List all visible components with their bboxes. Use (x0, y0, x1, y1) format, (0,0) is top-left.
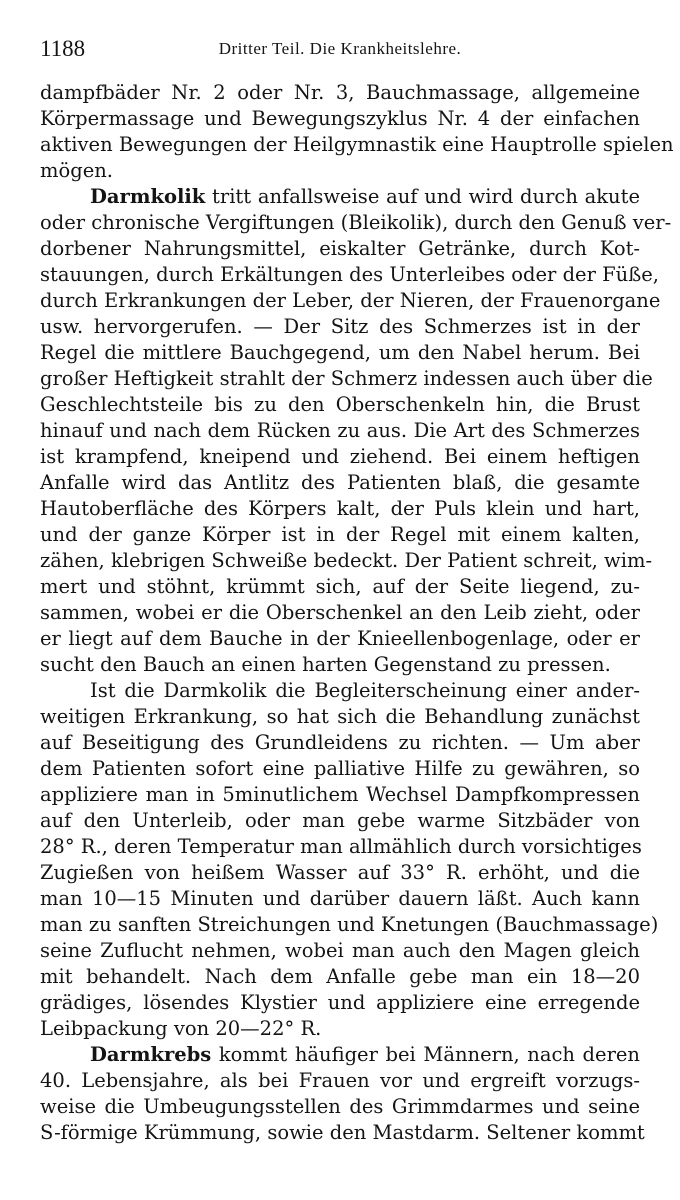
text-line: Hautoberfläche des Körpers kalt, der Puls klein und hart, (40, 497, 640, 520)
text-line: oder chronische Vergiftungen (Bleikolik), durch den Genuß ver- (40, 211, 672, 234)
text-line: grädiges, lösendes Klystier und appliziere eine erregende (40, 991, 640, 1014)
text-line: dem Patienten sofort eine palliative Hilfe zu gewähren, so (40, 757, 640, 780)
text-line: mit behandelt. Nach dem Anfalle gebe man ein 18—20 (40, 965, 640, 988)
text-line: hinauf und nach dem Rücken zu aus. Die Art des Schmerzes (40, 419, 640, 442)
text-line: Darmkrebs kommt häufiger bei Männern, nach deren (90, 1043, 640, 1066)
running-title: Dritter Teil. Die Krankheitslehre. (218, 39, 462, 58)
text-line: 28° R., deren Temperatur man allmählich durch vorsichtiges (40, 835, 642, 858)
text-line: Geschlechtsteile bis zu den Oberschenkeln hin, die Brust (40, 393, 640, 416)
text-line: Leibpackung von 20—22° R. (40, 1017, 322, 1040)
text-line: dampfbäder Nr. 2 oder Nr. 3, Bauchmassage, allgemeine (40, 81, 640, 104)
text-line: usw. hervorgerufen. — Der Sitz des Schmerzes ist in der (40, 315, 640, 338)
page-number: 1188 (40, 36, 86, 61)
text-line: zähen, klebrigen Schweiße bedeckt. Der Patient schreit, wim- (40, 549, 653, 572)
text-line: aktiven Bewegungen der Heilgymnastik eine Hauptrolle spielen (40, 133, 674, 156)
section-term-darmkolik: Darmkolik (90, 185, 206, 208)
text-line: Anfalle wird das Antlitz des Patienten blaß, die gesamte (40, 471, 640, 494)
text-line: mert und stöhnt, krümmt sich, auf der Seite liegend, zu- (40, 575, 640, 598)
text-line: stauungen, durch Erkältungen des Unterleibes oder der Füße, (40, 263, 659, 286)
text-line: appliziere man in 5minutlichem Wechsel Dampfkompressen (40, 783, 640, 806)
text-line: und der ganze Körper ist in der Regel mit einem kalten, (40, 523, 640, 546)
text-line: weise die Umbeugungsstellen des Grimmdarmes und seine (40, 1095, 640, 1118)
page-header (40, 36, 640, 66)
text-line: er liegt auf dem Bauche in der Knieellenbogenlage, oder er (40, 627, 640, 650)
text-line: S-förmige Krümmung, sowie den Mastdarm. Seltener kommt (40, 1121, 645, 1144)
text-line: seine Zuflucht nehmen, wobei man auch den Magen gleich (40, 939, 640, 962)
section-term-darmkrebs: Darmkrebs (90, 1043, 212, 1066)
text-line: man 10—15 Minuten und darüber dauern läßt. Auch kann (40, 887, 640, 910)
text-line: dorbener Nahrungsmittel, eiskalter Getränke, durch Kot- (40, 237, 640, 260)
text-line: weitigen Erkrankung, so hat sich die Behandlung zunächst (40, 705, 640, 728)
text-line: Körpermassage und Bewegungszyklus Nr. 4 der einfachen (40, 107, 640, 130)
text-line: sammen, wobei er die Oberschenkel an den Leib zieht, oder (40, 601, 640, 624)
text-line: 40. Lebensjahre, als bei Frauen vor und ergreift vorzugs- (40, 1069, 640, 1092)
text-line: Ist die Darmkolik die Begleiterscheinung einer ander- (90, 679, 640, 702)
text-line: ist krampfend, kneipend und ziehend. Bei einem heftigen (40, 445, 640, 468)
text-line: auf Beseitigung des Grundleidens zu richten. — Um aber (40, 731, 640, 754)
text-line: mögen. (40, 159, 114, 182)
text-line: großer Heftigkeit strahlt der Schmerz indessen auch über die (40, 367, 653, 390)
text-line: man zu sanften Streichungen und Knetungen (Bauchmassage) (40, 913, 659, 936)
text-line: auf den Unterleib, oder man gebe warme Sitzbäder von (40, 809, 640, 832)
text-line: sucht den Bauch an einen harten Gegenstand zu pressen. (40, 653, 611, 676)
text-line: Darmkolik tritt anfallsweise auf und wird durch akute (90, 185, 640, 208)
text-line: Regel die mittlere Bauchgegend, um den Nabel herum. Bei (40, 341, 640, 364)
text-line: durch Erkrankungen der Leber, der Nieren, der Frauenorgane (40, 289, 661, 312)
text-line: Zugießen von heißem Wasser auf 33° R. erhöht, und die (40, 861, 640, 884)
